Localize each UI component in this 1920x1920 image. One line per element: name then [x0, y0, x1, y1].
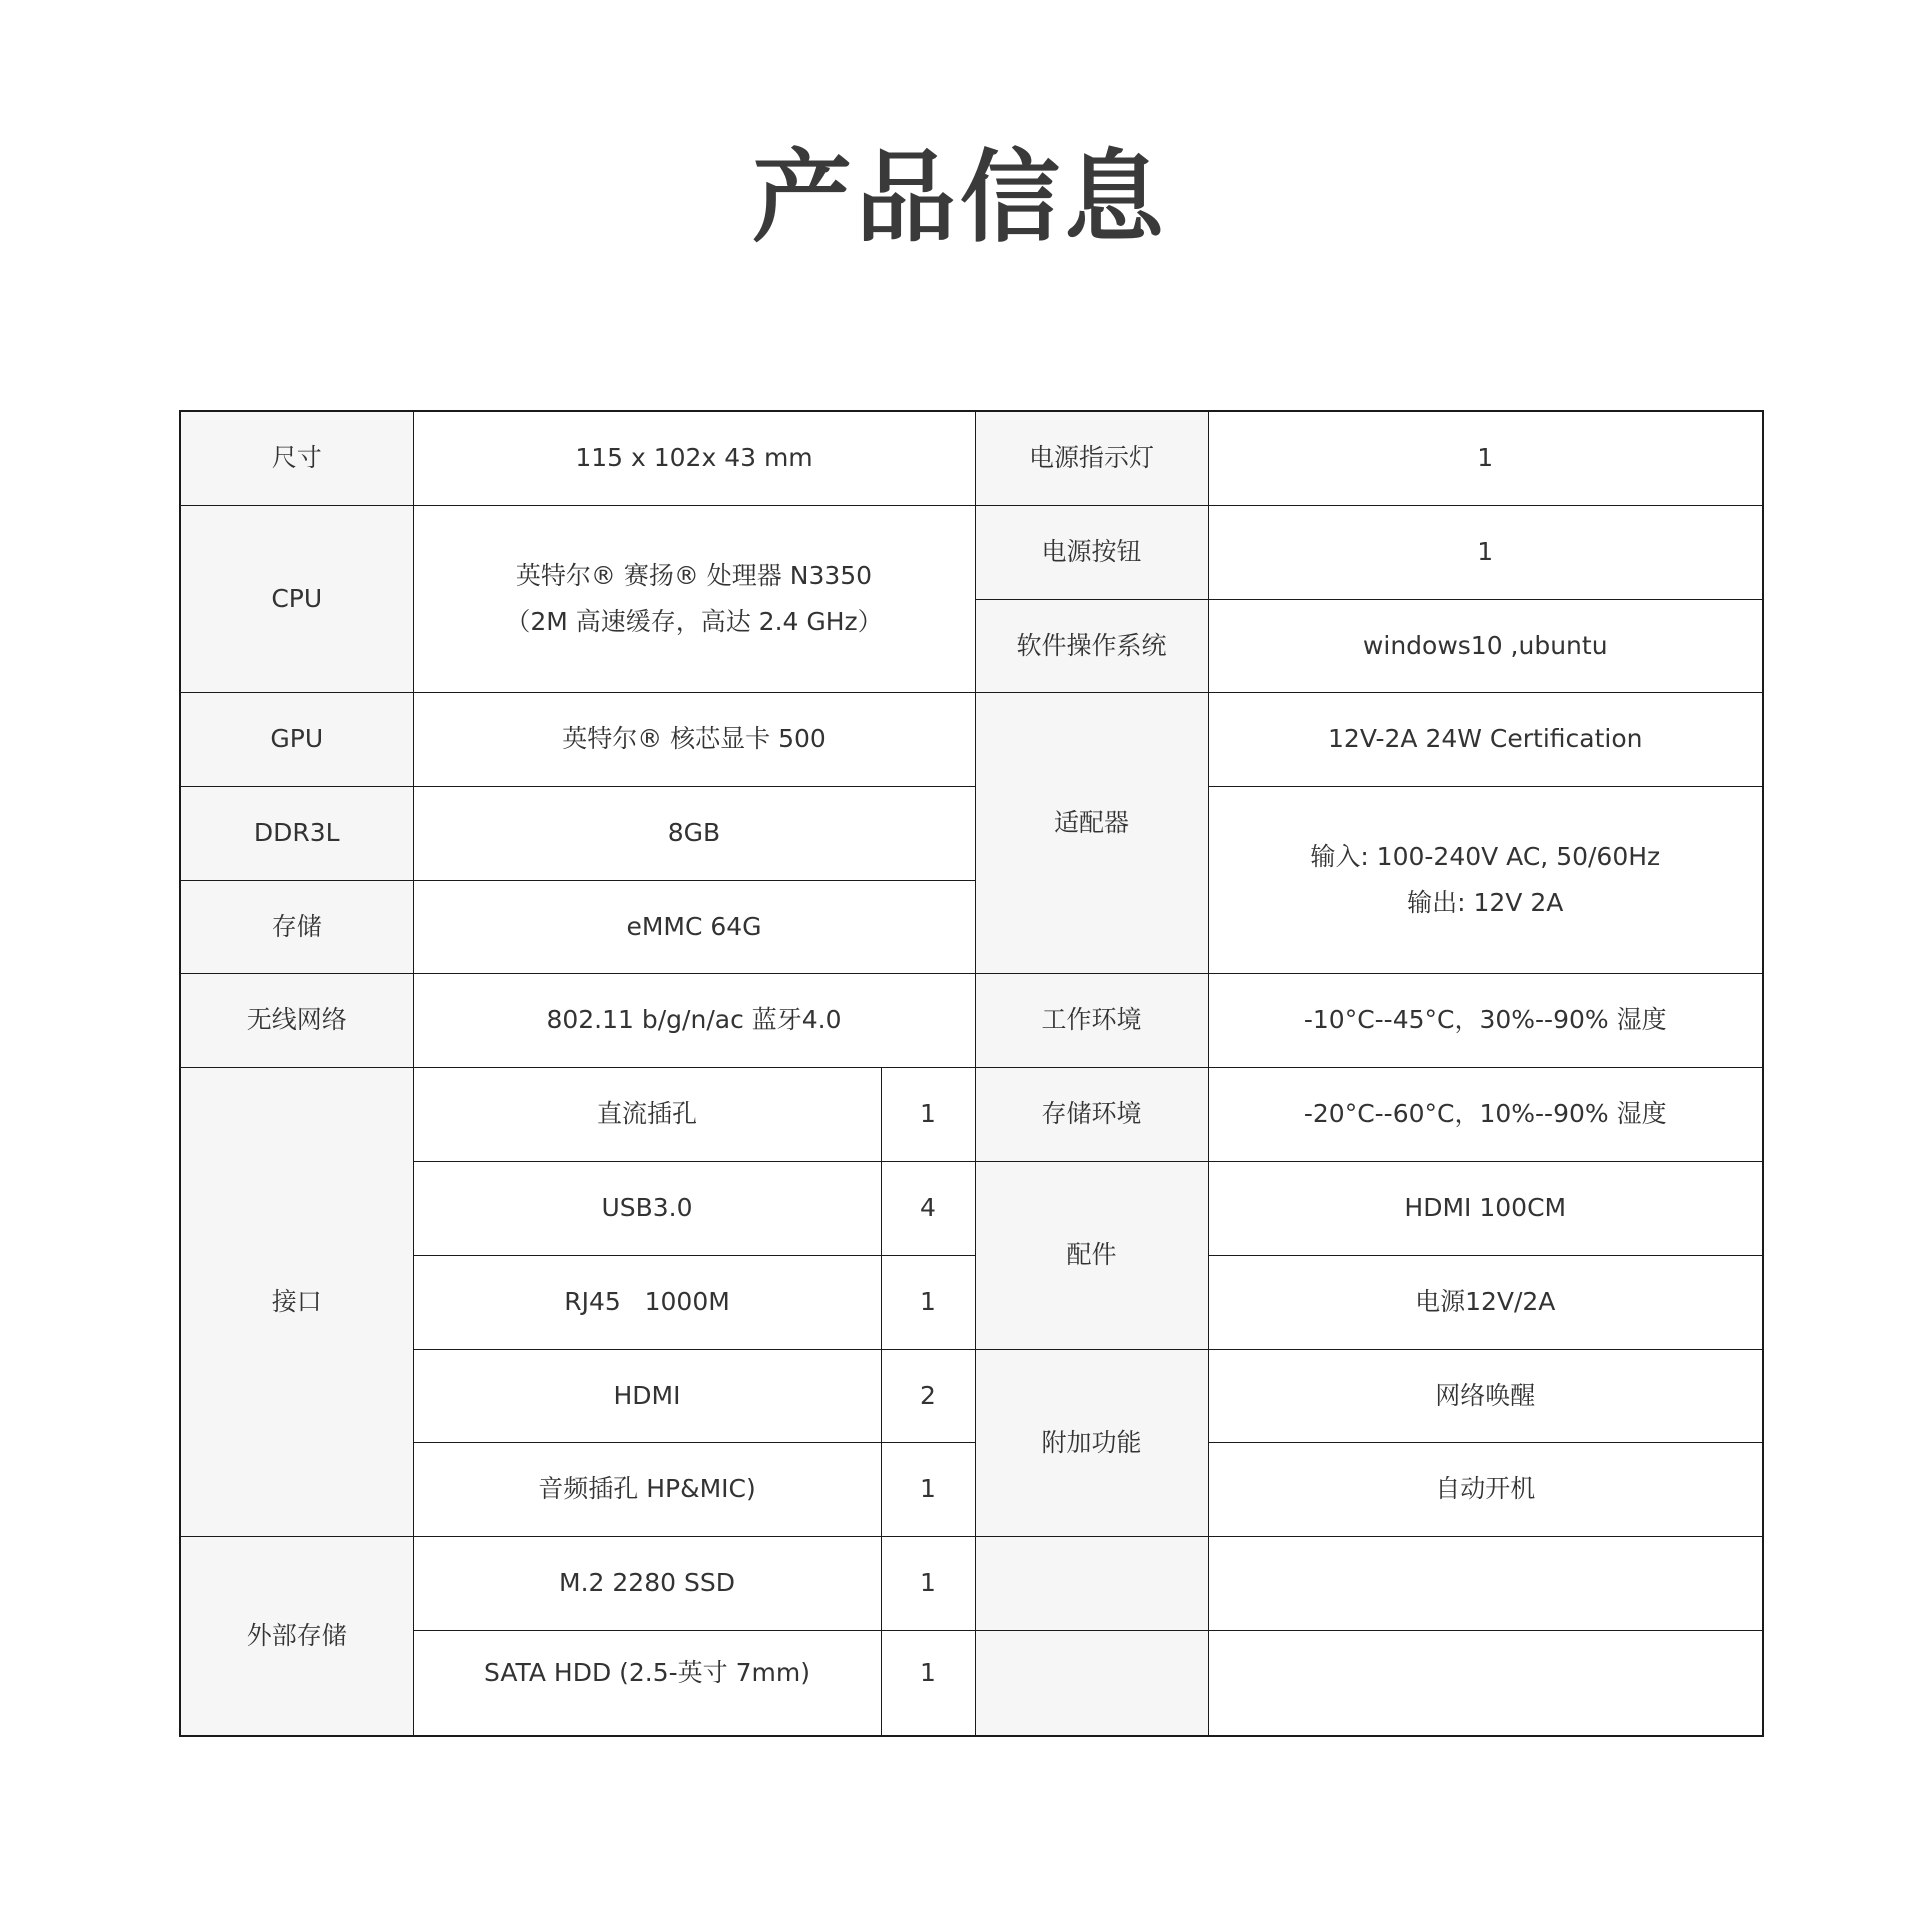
- adapter-input: 输入: 100-240V AC, 50/60Hz: [1310, 841, 1661, 871]
- table-row: [180, 1536, 1763, 1630]
- extra-feature-item: 网络唤醒: [1208, 1349, 1763, 1442]
- ports-label: 接口: [180, 1067, 413, 1536]
- power-led-value: 1: [1208, 411, 1763, 505]
- storage-value: eMMC 64G: [413, 880, 975, 973]
- page-title: 产品信息: [752, 139, 1168, 256]
- extra-feature-item: 自动开机: [1208, 1442, 1763, 1536]
- cpu-line-1: 英特尔® 赛扬® 处理器 N3350: [515, 560, 873, 590]
- port-name: 直流插孔: [413, 1067, 881, 1161]
- table-row: [180, 1630, 1763, 1736]
- gpu-value: 英特尔® 核芯显卡 500: [413, 692, 975, 786]
- storage-env-label: 存储环境: [975, 1067, 1208, 1161]
- cpu-value: [413, 505, 975, 692]
- table-row: [180, 411, 1763, 505]
- adapter-output: 输出: 12V 2A: [1407, 887, 1564, 917]
- gpu-label: GPU: [180, 692, 413, 786]
- spec-table: [179, 410, 1764, 1737]
- table-row: [180, 692, 1763, 786]
- operating-env-label: 工作环境: [975, 973, 1208, 1067]
- empty-cell: [975, 1536, 1208, 1630]
- port-count: 1: [881, 1442, 975, 1536]
- adapter-io: [1208, 786, 1763, 973]
- port-name: RJ45 1000M: [413, 1255, 881, 1349]
- power-led-label: 电源指示灯: [975, 411, 1208, 505]
- adapter-cert: 12V-2A 24W Certification: [1208, 692, 1763, 786]
- wireless-value: 802.11 b/g/n/ac 蓝牙4.0: [413, 973, 975, 1067]
- external-storage-count: 1: [881, 1536, 975, 1630]
- table-row: [180, 973, 1763, 1067]
- port-name: 音频插孔 HP&MIC): [413, 1442, 881, 1536]
- wireless-label: 无线网络: [180, 973, 413, 1067]
- os-value: windows10 ,ubuntu: [1208, 599, 1763, 692]
- external-storage-label: 外部存储: [180, 1536, 413, 1736]
- accessories-label: 配件: [975, 1161, 1208, 1349]
- storage-label: 存储: [180, 880, 413, 973]
- ram-label: DDR3L: [180, 786, 413, 880]
- port-name: USB3.0: [413, 1161, 881, 1255]
- empty-cell: [975, 1630, 1208, 1736]
- external-storage-count: [881, 1630, 975, 1736]
- empty-cell: [1208, 1630, 1763, 1736]
- accessory-item: HDMI 100CM: [1208, 1161, 1763, 1255]
- size-label: 尺寸: [180, 411, 413, 505]
- extra-features-label: 附加功能: [975, 1349, 1208, 1536]
- power-button-value: 1: [1208, 505, 1763, 599]
- external-storage-name: [413, 1630, 881, 1736]
- table-row: [180, 1349, 1763, 1442]
- adapter-label: [975, 692, 1208, 973]
- empty-cell: [1208, 1536, 1763, 1630]
- port-count: 2: [881, 1349, 975, 1442]
- port-count: 4: [881, 1161, 975, 1255]
- cpu-label: CPU: [180, 505, 413, 692]
- storage-env-value: -20°C--60°C，10%--90% 湿度: [1208, 1067, 1763, 1161]
- size-value: 115 x 102x 43 mm: [413, 411, 975, 505]
- port-count: 1: [881, 1255, 975, 1349]
- adapter-label-text: 适配器: [1053, 807, 1129, 837]
- external-storage-count-text: 1: [920, 1657, 936, 1687]
- external-storage-name-text: SATA HDD (2.5-英寸 7mm): [484, 1657, 810, 1687]
- power-button-label: 电源按钮: [975, 505, 1208, 599]
- table-row: [180, 1067, 1763, 1161]
- accessory-item: 电源12V/2A: [1208, 1255, 1763, 1349]
- table-row: [180, 1255, 1763, 1349]
- cpu-line-2: （2M 高速缓存，高达 2.4 GHz）: [505, 606, 883, 636]
- table-row: [180, 1442, 1763, 1536]
- port-count: 1: [881, 1067, 975, 1161]
- operating-env-value: -10°C--45°C，30%--90% 湿度: [1208, 973, 1763, 1067]
- ram-value: 8GB: [413, 786, 975, 880]
- table-row: [180, 505, 1763, 599]
- table-row: [180, 1161, 1763, 1255]
- port-name: HDMI: [413, 1349, 881, 1442]
- os-label: 软件操作系统: [975, 599, 1208, 692]
- external-storage-name: M.2 2280 SSD: [413, 1536, 881, 1630]
- table-row: [180, 786, 1763, 880]
